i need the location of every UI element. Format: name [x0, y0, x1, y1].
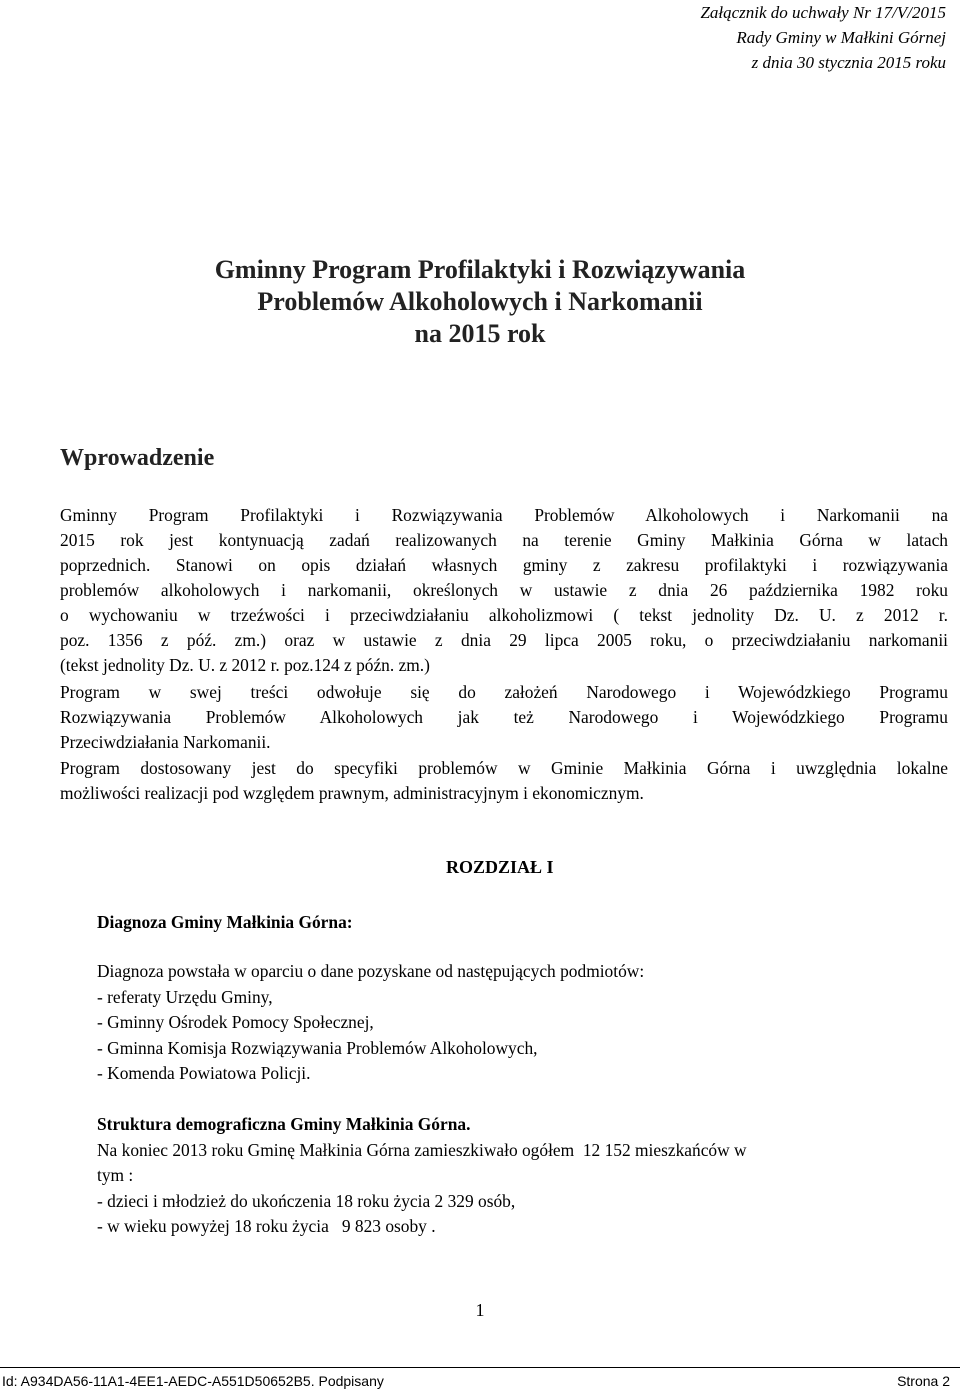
text-line: możliwości realizacji pod względem prawnym, administracyjnym i ekonomicznym.: [60, 783, 644, 803]
text-line: (tekst jednolity Dz. U. z 2012 r. poz.124 z późn. zm.): [60, 655, 430, 675]
intro-paragraph-2: [60, 680, 948, 755]
text-line: Gminny Program Profilaktyki i Rozwiązywania Problemów Alkoholowych i Narkomanii na: [60, 505, 948, 525]
page-number: 1: [475, 1300, 485, 1320]
text-line: 2015 rok jest kontynuacją zadań realizowanych na terenie Gminy Małkinia Górna w latach: [60, 530, 948, 550]
diagnosis-sources: [97, 959, 957, 1087]
list-item: - Gminna Komisja Rozwiązywania Problemów Alkoholowych,: [97, 1037, 538, 1058]
text-line: tym :: [97, 1165, 134, 1185]
list-item: - Gminny Ośrodek Pomocy Społecznej,: [97, 1012, 374, 1032]
intro-heading: Wprowadzenie: [60, 445, 215, 471]
text-line: o wychowaniu w trzeźwości i przeciwdziałaniu alkoholizmowi ( tekst jednolity Dz. U. z 2012 r.: [60, 605, 948, 625]
diagnosis-heading: Diagnoza Gminy Małkinia Górna:: [97, 912, 353, 932]
text-line: poz. 1356 z póź. zm.) oraz w ustawie z dnia 29 lipca 2005 roku, o przeciwdziałaniu narkomanii: [60, 630, 948, 650]
diagnosis-intro: Diagnoza powstała w oparciu o dane pozyskane od następujących podmiotów:: [97, 961, 645, 981]
attachment-line: Załącznik do uchwały Nr 17/V/2015: [700, 3, 946, 22]
attachment-note: [700, 0, 946, 75]
footer-page: Strona 2: [897, 1373, 950, 1389]
intro-paragraph-3: [60, 756, 948, 806]
text-line: Na koniec 2013 roku Gminę Małkinia Górna zamieszkiwało ogółem 12 152 mieszkańców w: [97, 1139, 747, 1160]
footer-divider: [0, 1367, 960, 1368]
text-line: Rozwiązywania Problemów Alkoholowych jak też Narodowego i Wojewódzkiego Programu: [60, 707, 948, 727]
chapter-label: ROZDZIAŁ I: [446, 857, 554, 877]
text-line: Przeciwdziałania Narkomanii.: [60, 732, 271, 752]
attachment-line: Rady Gminy w Małkini Górnej: [736, 28, 946, 47]
title-line: Problemów Alkoholowych i Narkomanii: [257, 287, 703, 316]
text-line: Program dostosowany jest do specyfiki problemów w Gminie Małkinia Górna i uwzględnia lokalne: [60, 758, 948, 778]
list-item: - dzieci i młodzież do ukończenia 18 roku życia 2 329 osób,: [97, 1190, 516, 1211]
footer-id: Id: A934DA56-11A1-4EE1-AEDC-A551D50652B5. Podpisany: [2, 1373, 384, 1389]
title-line: Gminny Program Profilaktyki i Rozwiązywania: [214, 255, 746, 284]
text-line: problemów alkoholowych i narkomanii, określonych w ustawie z dnia 26 października 1982 roku: [60, 580, 948, 600]
list-item: - Komenda Powiatowa Policji.: [97, 1063, 311, 1083]
demography-heading: Struktura demograficzna Gminy Małkinia Górna.: [97, 1114, 471, 1134]
document-title: [0, 254, 960, 350]
attachment-line: z dnia 30 stycznia 2015 roku: [751, 53, 946, 72]
intro-paragraph-1: [60, 503, 948, 678]
title-line: na 2015 rok: [414, 319, 546, 348]
demography-section: [97, 1112, 957, 1240]
text-line: Program w swej treści odwołuje się do założeń Narodowego i Wojewódzkiego Programu: [60, 682, 948, 702]
list-item: - w wieku powyżej 18 roku życia 9 823 osoby .: [97, 1216, 436, 1236]
text-line: poprzednich. Stanowi on opis działań własnych gminy z zakresu profilaktyki i rozwiązywania: [60, 555, 948, 575]
list-item: - referaty Urzędu Gminy,: [97, 986, 273, 1007]
